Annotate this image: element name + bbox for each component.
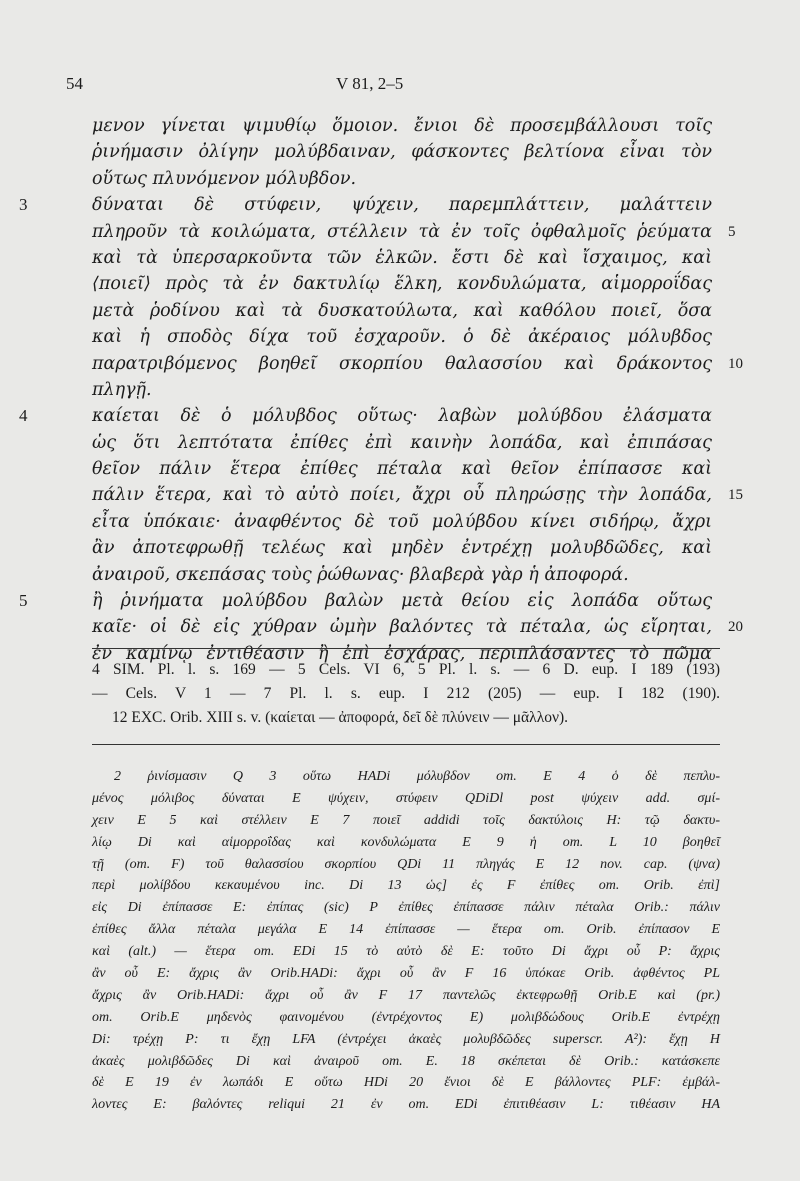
- line-number: 20: [728, 619, 743, 636]
- text-line: [92, 113, 732, 139]
- text-line: [92, 298, 732, 324]
- text-line: [92, 377, 732, 403]
- text-line: [92, 139, 732, 165]
- apparatus-line: [92, 1029, 720, 1051]
- page-number: 54: [66, 74, 83, 93]
- section-number: 4: [19, 406, 28, 426]
- apparatus-line: [92, 1007, 720, 1029]
- source-line: [92, 682, 720, 706]
- apparatus-line-content: λοντες E: βαλόντες reliqui 21 ἐν om. EDi ἐπιτιθέασιν L: τιθέασιν HA: [92, 1097, 720, 1113]
- apparatus-line-content: λίῳ Di καὶ αἱμορροΐδας καὶ κονδυλώματα E 9 ἡ om. L 10 βοηθεῖ: [92, 834, 720, 850]
- apparatus-line: [92, 1094, 720, 1116]
- text-line: [92, 219, 736, 245]
- section-number: 3: [19, 195, 28, 215]
- text-line: [92, 535, 732, 561]
- apparatus-line-content: 2 ῥινίσμασιν Q 3 οὕτω HADi μόλυβδον om. E 4 ὁ δὲ πεπλυ-: [114, 769, 720, 784]
- apparatus-line: [92, 766, 720, 788]
- apparatus-line-content: μένος μόλιβος δύναται E ψύχειν, στύφειν QDiDl post ψύχειν add. σμί-: [92, 790, 720, 806]
- source-line-content: 4 SIM. Pl. l. s. 169 — 5 Cels. VI 6, 5 Pl. l. s. — 6 D. eup. I 189 (193): [92, 661, 720, 678]
- apparatus-line-content: χειν E 5 καὶ στέλλειν E 7 ποιεῖ addidi τοῖς δακτύλοις H: τῷ δακτυ-: [92, 812, 720, 828]
- text-line-content: πληγῇ.: [92, 379, 152, 400]
- text-line-content: ἢ ῥινήματα μολύβδου βαλὼν μετὰ θείου εἰς λοπάδα οὕτως: [92, 591, 712, 612]
- text-line: [19, 403, 732, 429]
- running-head: [66, 74, 716, 96]
- source-line-content: 12 EXC. Orib. XIII s. v. (καίεται — ἀποφορά, δεῖ δὲ πλύνειν — μᾶλλον).: [112, 709, 569, 726]
- text-line: [92, 456, 732, 482]
- text-line-content: δύναται δὲ στύφειν, ψύχειν, παρεμπλάττειν, μαλάττειν: [92, 195, 712, 216]
- text-line-content: ἂν ἀποτεφρωθῇ τελέως καὶ μηδὲν ἐντρέχῃ μολυβδῶδες, καὶ: [92, 538, 712, 559]
- text-line: [92, 324, 732, 350]
- apparatus-line: [92, 810, 720, 832]
- text-line-content: μενον γίνεται ψιμυθίῳ ὅμοιον. ἔνιοι δὲ προσεμβάλλουσι τοῖς: [92, 116, 712, 136]
- text-line: [92, 614, 743, 640]
- apparatus-line-content: ἄχρις ἂν Orib.HADi: ἄχρι οὗ ἂν F 17 παντελῶς ἐκτεφρωθῇ Orib.E καὶ (pr.): [92, 987, 720, 1003]
- text-line-content: οὕτως πλυνόμενον μόλυβδον.: [92, 168, 357, 189]
- text-line: [92, 245, 732, 271]
- apparatus-line-content: καὶ (alt.) — ἕτερα om. EDi 15 τὸ αὐτὸ δὲ E: τοῦτο Di ἄχρι οὗ P: ἄχρις: [92, 944, 720, 960]
- source-references: [92, 658, 720, 730]
- line-number: 10: [728, 355, 743, 372]
- text-line-content: ὡς ὅτι λεπτότατα ἐπίθες ἐπὶ καινὴν λοπάδα, καὶ ἐπιπάσας: [92, 432, 712, 453]
- text-line: [19, 588, 732, 614]
- text-line: [19, 192, 732, 218]
- text-line: [92, 482, 743, 508]
- apparatus-line: [92, 919, 720, 941]
- text-line-content: καίεται δὲ ὁ μόλυβδος οὕτως· λαβὼν μολύβδου ἐλάσματα: [92, 406, 712, 427]
- source-line: [92, 706, 720, 730]
- separator-rule: [92, 648, 720, 649]
- apparatus-line-content: ἐπίθες ἄλλα πέταλα μεγάλα E 14 ἐπίπασσε — ἕτερα om. Orib. ἐπίπασον E: [92, 922, 720, 938]
- apparatus-line: [92, 985, 720, 1007]
- text-line: [92, 562, 732, 588]
- apparatus-line-content: εἰς Di ἐπίπασσε E: ἐπίπας (sic) P ἐπίθες ἐπίπασσε πάλιν πέταλα Orib.: πάλιν: [92, 900, 720, 916]
- text-line-content: θεῖον πάλιν ἕτερα ἐπίθες πέταλα καὶ θεῖον ἐπίπασσε καὶ: [92, 459, 712, 480]
- source-line: [92, 658, 720, 682]
- text-line: [92, 351, 743, 377]
- text-line: [92, 166, 732, 192]
- apparatus-line-content: om. Orib.E μηδενὸς φαινομένου (ἐντρέχοντος E) μολιβδώδους Orib.E ἐντρέχῃ: [92, 1009, 720, 1025]
- apparatus-line-content: ἀκαὲς μολιβδῶδες Di καὶ ἀναιροῦ om. E. 18 σκέπεται δὲ Orib.: κατάσκεπε: [92, 1053, 720, 1069]
- apparatus-line: [92, 832, 720, 854]
- text-line-content: παρατριβόμενος βοηθεῖ σκορπίου θαλασσίου καὶ δράκοντος: [92, 353, 712, 374]
- chapter-reference: V 81, 2–5: [336, 74, 404, 93]
- line-number: 5: [728, 223, 736, 240]
- source-line-content: — Cels. V 1 — 7 Pl. l. s. eup. I 212 (205) — eup. I 182 (190).: [92, 685, 720, 702]
- text-line-content: ῥινήμασιν ὀλίγην μολύβδαιναν, φάσκοντες βελτίονα εἶναι τὸν: [92, 142, 712, 163]
- critical-apparatus: [92, 766, 720, 1116]
- text-line-content: καῖε· οἱ δὲ εἰς χύθραν ὠμὴν βαλόντες τὰ πέταλα, ὡς εἴρηται,: [92, 617, 712, 638]
- apparatus-line: [92, 963, 720, 985]
- apparatus-line: [92, 854, 720, 876]
- text-line: [92, 271, 732, 297]
- apparatus-line: [92, 897, 720, 919]
- apparatus-line: [92, 1072, 720, 1094]
- text-line-content: ἀναιροῦ, σκεπάσας τοὺς ῥώθωνας· βλαβερὰ γὰρ ἡ ἀποφορά.: [92, 564, 629, 585]
- apparatus-line: [92, 1051, 720, 1073]
- separator-rule: [92, 744, 720, 745]
- text-line-content: καὶ τὰ ὑπερσαρκοῦντα τῶν ἑλκῶν. ἔστι δὲ καὶ ἴσχαιμος, καὶ: [92, 247, 712, 268]
- text-line-content: ἐν καμίνῳ ἐντιθέασιν ἢ ἐπὶ ἐσχάρας, περιπλάσαντες τὸ πῶμα: [92, 643, 712, 664]
- text-line-content: ⟨ποιεῖ⟩ πρὸς τὰ ἐν δακτυλίῳ ἕλκη, κονδυλώματα, αἱμορροΐδας: [92, 274, 712, 295]
- main-text: [19, 113, 743, 667]
- text-line: [92, 430, 732, 456]
- apparatus-line: [92, 941, 720, 963]
- apparatus-line-content: τῇ (om. F) τοῦ θαλασσίου σκορπίου QDi 11 πληγάς E 12 nov. cap. (ψνα): [92, 856, 720, 872]
- text-line-content: πάλιν ἕτερα, καὶ τὸ αὐτὸ ποίει, ἄχρι οὗ πληρώσῃς τὴν λοπάδα,: [92, 485, 712, 506]
- text-line-content: καὶ ἡ σποδὸς δίχα τοῦ ἐσχαροῦν. ὁ δὲ ἀκέραιος μόλυβδος: [92, 327, 712, 348]
- section-number: 5: [19, 591, 28, 611]
- text-line-content: εἶτα ὑπόκαιε· ἀναφθέντος δὲ τοῦ μολύβδου κίνει σιδήρῳ, ἄχρι: [92, 511, 712, 532]
- text-line: [92, 509, 732, 535]
- apparatus-line-content: δὲ E 19 ἐν λωπάδι E οὕτω HDi 20 ἔνιοι δὲ E βάλλοντες PLF: ἐμβάλ-: [92, 1075, 720, 1091]
- apparatus-line: [92, 788, 720, 810]
- apparatus-line-content: Di: τρέχῃ P: τι ἔχῃ LFA (ἐντρέχει ἀκαὲς μολυβδῶδες superscr. A²): ἔχῃ H: [92, 1031, 720, 1047]
- line-number: 15: [728, 487, 743, 504]
- apparatus-line-content: περὶ μολίβδου κεκαυμένου inc. Di 13 ὡς] ἐς F ἐπίθες om. Orib. ἐπὶ]: [92, 878, 720, 894]
- apparatus-line: [92, 875, 720, 897]
- text-line-content: πληροῦν τὰ κοιλώματα, στέλλειν τὰ ἐν τοῖς ὀφθαλμοῖς ῥεύματα: [92, 221, 712, 242]
- text-line-content: μετὰ ῥοδίνου καὶ τὰ δυσκατούλωτα, καὶ καθόλου ποιεῖ, ὅσα: [92, 300, 712, 321]
- apparatus-line-content: ἂν οὗ E: ἄχρις ἂν Orib.HADi: ἄχρι οὗ ἂν F 16 ὑπόκαε Orib. ἀφθέντος PL: [92, 966, 720, 982]
